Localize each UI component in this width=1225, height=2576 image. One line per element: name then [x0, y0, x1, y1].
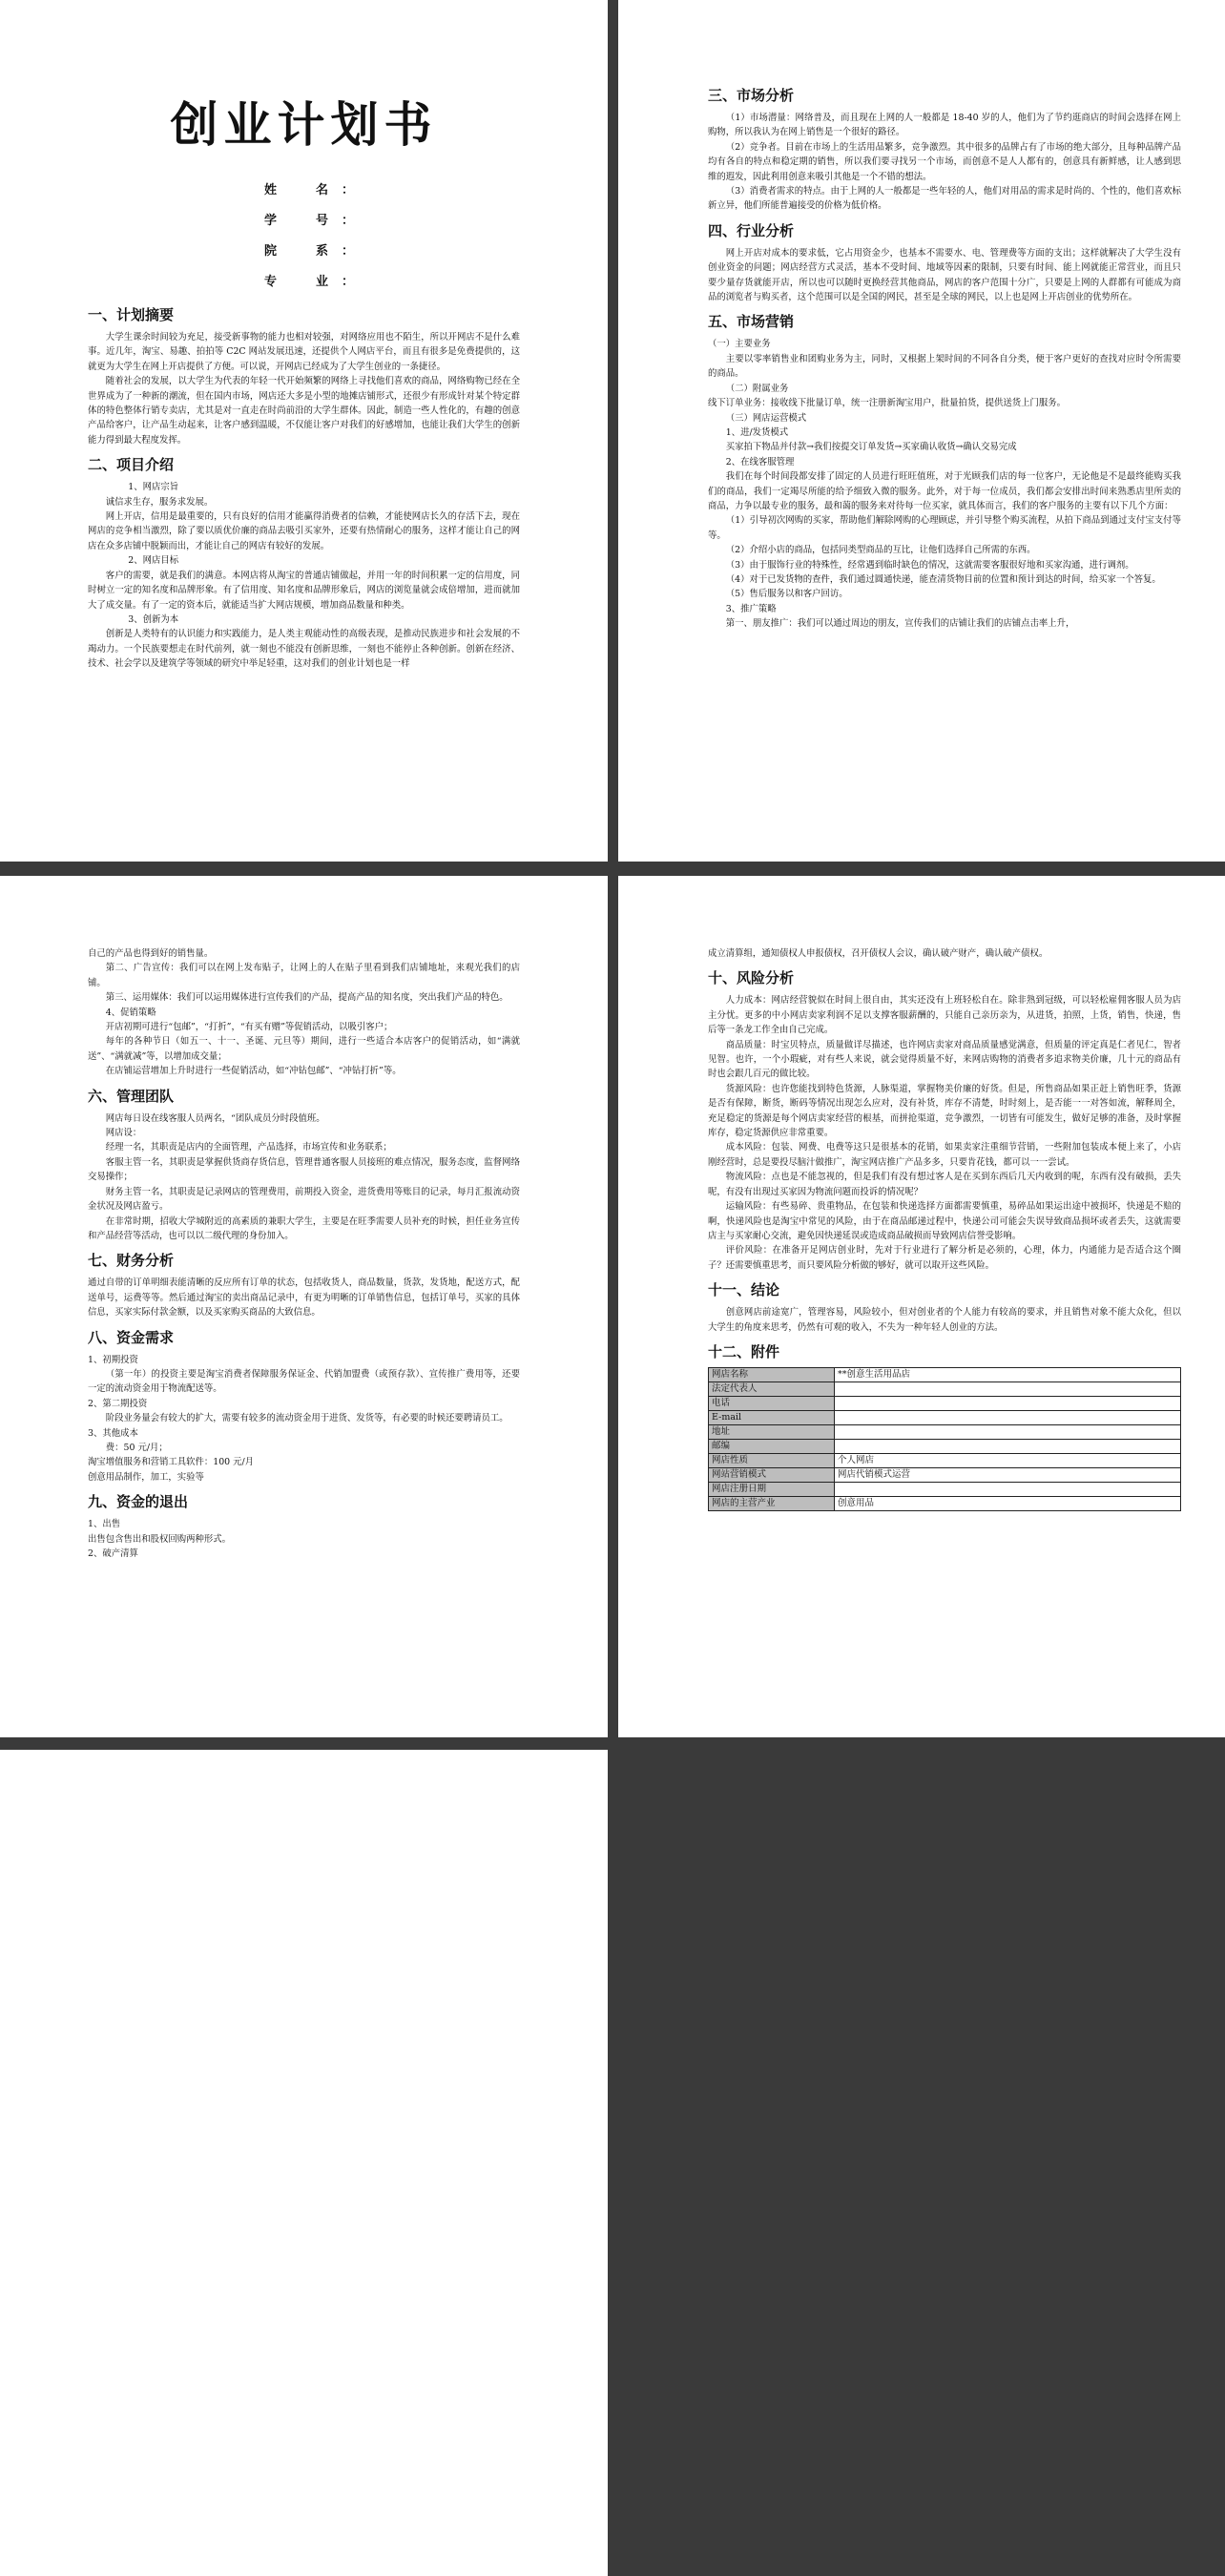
paragraph: 4、促销策略: [105, 1007, 156, 1018]
paragraph: 第三、运用媒体：我们可以运用媒体进行宣传我们的产品，提高产品的知名度，突出我们产品的特色。: [105, 992, 509, 1004]
paragraph: 客户的需要，就是我们的满意。本网店将从淘宝的普通店铺做起，并用一年的时间积累一定的信用度，同时树立一定的知名度和品牌形象。有了信用度、知名度和品牌形象后，网店的浏览量就会成倍增加，进而就加大了成交量。有了一定的资本后，就能适当扩大网店规模，增加商品数量和种类。: [88, 570, 520, 611]
table-row: [709, 1381, 1181, 1396]
paragraph: 创新是人类特有的认识能力和实践能力，是人类主观能动性的高级表现，是推动民族进步和社会发展的不竭动力。一个民族要想走在时代前列，就一刻也不能没有创新思维，一刻也不能停止各种创新。创新在经济、技术、社会学以及建筑学等领域的研究中举足轻重，这对我们的创业计划也是一样: [88, 629, 520, 670]
paragraph: 买家拍下物品并付款→我们按提交订单发货→买家确认收货→确认交易完成: [725, 442, 1017, 453]
table-key-cell: 邮编: [709, 1439, 835, 1453]
section-heading: 四、行业分析: [708, 221, 795, 239]
paragraph: 诚信求生存，服务求发展。: [105, 496, 214, 508]
paragraph: 1、初期投资: [88, 1354, 138, 1365]
paragraph: 运输风险：有些易碎、贵重物品，在包装和快递选择方面都需要慎重，易碎品如果运出途中被损坏，快递是不赔的啊，快递风险也是淘宝中常见的风险，由于在商品邮递过程中，快递公司可能会失误导致商品损坏或者丢失，这就需要店主与买家耐心交流，避免因快递延误或造成商品破损而导致网店信誉受影响。: [708, 1201, 1181, 1241]
paragraph: （三）网店运营模式: [725, 412, 807, 424]
paragraph: 在店铺运营增加上升时进行一些促销活动，如“冲钻包邮”、“冲钻打折”等。: [105, 1066, 402, 1077]
table-row: [709, 1367, 1181, 1381]
table-value-cell: 个人网店: [835, 1453, 1181, 1467]
paragraph: 创意用品制作，加工，实验等: [88, 1471, 204, 1483]
page-3-intro: [88, 946, 520, 1079]
section-heading: 十二、附件: [708, 1342, 780, 1361]
page-4-body: [708, 968, 1181, 1361]
table-row: [709, 1453, 1181, 1467]
attachment-table: [708, 1367, 1181, 1511]
paragraph: （4）对于已发货物的查件，我们通过圆通快递，能查清货物目前的位置和预计到达的时间，给买家一个答复。: [725, 573, 1161, 585]
paragraph: 第一、朋友推广：我们可以通过周边的朋友，宣传我们的店铺让我们的店铺点击率上升，: [725, 618, 1075, 630]
table-key-cell: 网店注册日期: [709, 1482, 835, 1496]
paragraph: 2、网店目标: [128, 555, 179, 567]
paragraph: 第二、广告宣传：我们可以在网上发布贴子，让网上的人在贴子里看到我们店铺地址，来观光我们的店铺。: [88, 963, 520, 988]
cover-field-student-id: 学 号：: [264, 214, 368, 228]
table-value-cell: [835, 1381, 1181, 1396]
table-row: [709, 1410, 1181, 1424]
page-1-body: [88, 305, 520, 672]
table-row: [709, 1424, 1181, 1439]
paragraph: 我们在每个时间段都安排了固定的人员进行旺旺值班，对于光顾我们店的每一位客户，无论他是不是最终能购买我们的商品，我们一定竭尽所能的给予细致入微的服务。此外，对于每一位成员，我们都会安排出时间来熟悉店里所卖的商品，力争以最专业的服务，最和蔼的服务来对待每一位买家，就具体而言，我们的客户服务的主要有以下几个方面：: [708, 471, 1181, 511]
paragraph: 物流风险：点也是不能忽视的，但是我们有没有想过客人是在买到东西后几天内收到的呢，东西有没有破损，丢失呢，有没有出现过买家因为物流问题而投诉的情况呢？: [708, 1172, 1181, 1197]
paragraph: 商品质量：时宝贝特点，质量做详尽描述，也许网店卖家对商品质量感觉满意，但质量的评定真是仁者见仁，智者见智。也许，一个小瑕疵，对有些人来说，就会觉得质量不好，来网店购物的消费者多追求物美价廉，几十元的商品有时也会跟几百元的做比较。: [708, 1039, 1181, 1080]
page-1: [0, 0, 608, 862]
paragraph: 通过自带的订单明细表能清晰的反应所有订单的状态，包括收货人，商品数量，货款，发货地，配送方式，配送单号，运费等等。然后通过淘宝的卖出商品记录中，有更为明晰的订单销售信息，包括订单号，买家的具体信息，买家实际付款金额，以及买家购买商品的大致信息。: [88, 1278, 520, 1319]
paragraph: 淘宝增值服务和营销工具软件：100 元/月: [88, 1457, 255, 1468]
paragraph: 网店设：: [105, 1128, 142, 1139]
table-value-cell: [835, 1424, 1181, 1439]
paragraph: 在非常时期，招收大学城附近的高素质的兼职大学生，主要是在旺季需要人员补充的时候，担任业务宣传和产品经营等活动，也可以以二级代理的身份加入。: [88, 1215, 520, 1241]
paragraph: （第一年）的投资主要是淘宝消费者保障服务保证金、代销加盟费（或预存款）、宣传推广费用等，还要一定的流动资金用于物流配送等。: [88, 1368, 520, 1395]
section-heading: 二、项目介绍: [88, 456, 175, 474]
paragraph: 网上开店，信用是最重要的，只有良好的信用才能赢得消费者的信赖，才能使网店长久的存活下去，现在网店的竞争相当激烈，除了要以质优价廉的商品去吸引买家外，还要有热情耐心的服务，这样才能让自己的网店在众多店铺中脱颖而出，才能让自己的网店有较好的发展。: [88, 511, 520, 551]
paragraph: （1）引导初次网购的买家，帮助他们解除网购的心理顾虑，并引导整个购买流程，从拍下商品到通过支付宝支付等等。: [708, 515, 1181, 541]
paragraph: 2、在线客服管理: [725, 456, 795, 467]
page-4: [618, 876, 1225, 1737]
page-4-intro: [708, 946, 1181, 961]
cover-field-major: 专 业：: [264, 275, 368, 289]
paragraph: （一）主要业务: [708, 339, 771, 350]
table-value-cell: 网店代销模式运营: [835, 1467, 1181, 1482]
paragraph: 大学生课余时间较为充足，接受新事物的能力也相对较强，对网络应用也不陌生，所以开网店不是什么难事。近几年，淘宝、易趣、拍拍等 C2C 网站发展迅速，还提供个人网店平台，而且有很多是免费提供的，这就更为大学生在网上开店提供了方便。可以说，开网店已经成为了大学生创业的一条捷径。: [88, 332, 520, 372]
paragraph: （1）市场潜量：网络普及，而且现在上网的人一般都是 18-40 岁的人，他们为了节约逛商店的时间会选择在网上购物，所以我认为在网上销售是一个很好的路径。: [708, 113, 1181, 138]
paragraph: （3）消费者需求的特点。由于上网的人一般都是一些年轻的人，他们对用品的需求是时尚的、个性的，他们喜欢标新立异，他们所能普遍接受的价格为低价格。: [708, 186, 1181, 212]
table-key-cell: 地址: [709, 1424, 835, 1439]
paragraph: 财务主管一名，其职责是记录网店的管理费用，前期投入资金，进货费用等账目的记录，每月汇报流动资金状况及网店盈亏。: [88, 1186, 520, 1213]
section-heading: 十、风险分析: [708, 969, 795, 987]
paragraph: 1、网店宗旨: [128, 482, 179, 493]
paragraph: （二）附属业务: [725, 383, 789, 394]
table-row: [709, 1496, 1181, 1510]
cover-field-name: 姓 名：: [264, 183, 368, 197]
page-3-body: [88, 1087, 520, 1562]
paragraph: 人力成本：网店经营貌似在时间上很自由，其实还没有上班轻松自在。除非熟到冠级，可以轻松雇佣客服人员为店主分忧。更多的中小网店卖家利润不足以支撑客服薪酬的，只能自己亲历亲为，从进货，拍照，上货，销售，快递，售后等一条龙工作全由自己完成。: [708, 995, 1181, 1036]
paragraph: 货源风险：也许您能找到特色货源，人脉渠道，掌握物美价廉的好货。但是，所售商品如果正赶上销售旺季，货源是否有保障，断货，断码等情况出现怎么应对，没有补货，库存不清楚，时时刻上，是否能一一对答如流，解释周全，充足稳定的货源是每个网店卖家经营的根基，而拼抢渠道，竞争激烈，一切皆有可能发生，做好足够的准备，及时掌握库存，稳定货源供应非常重要。: [708, 1083, 1181, 1139]
table-key-cell: 电话: [709, 1396, 835, 1410]
cover-fields: [88, 176, 520, 298]
table-key-cell: 网站营销模式: [709, 1467, 835, 1482]
paragraph: 3、推广策略: [725, 603, 777, 614]
page-2-body: [708, 86, 1181, 632]
section-heading: 九、资金的退出: [88, 1493, 189, 1511]
paragraph: 成本风险：包装、网费、电费等这只是很基本的花销，如果卖家注重细节营销，一些附加包装成本便上来了，小店刚经营时，总是要投尽脑汁做推广，淘宝网店推广产品多多，只要肯花钱，都可以一一尝试。: [708, 1142, 1181, 1168]
table-key-cell: E-mail: [709, 1410, 835, 1424]
section-heading: 七、财务分析: [88, 1252, 175, 1270]
paragraph: 随着社会的发展，以大学生为代表的年轻一代开始频繁的网络上寻找他们喜欢的商品，网络购物已经在全世界成为了一种新的潮流，但在国内市场，网店还大多是小型的地摊店铺形式，还很少有形成针对某个特定群体的特色整体行销专卖店，尤其是对一直走在时尚前沿的大学生群体。因此，制造一些人性化的，有趣的创意产品给客户，让产品生动起来，让客户感到温暖，不仅能让客户对我们的好感增加，也能让我们大学生的创新能力得到最大程度发挥。: [88, 376, 520, 446]
section-heading: 三、市场分析: [708, 87, 795, 104]
paragraph: 3、其他成本: [88, 1427, 138, 1439]
paragraph: （3）由于服饰行业的特殊性，经常遇到临时缺色的情况，这就需要客服很好地和买家沟通，进行调剂。: [725, 559, 1134, 571]
section-heading: 一、计划摘要: [88, 306, 175, 323]
paragraph: 客服主管一名，其职责是掌握供货商存货信息，管理普通客服人员接班的难点情况，服务态度，监督网络交易操作；: [88, 1156, 520, 1183]
table-value-cell: [835, 1396, 1181, 1410]
table-value-cell: **创意生活用品店: [835, 1367, 1181, 1381]
page-5-blank: [0, 1750, 608, 2576]
page-3: [0, 876, 608, 1737]
page-2: [618, 0, 1225, 862]
table-value-cell: [835, 1410, 1181, 1424]
paragraph: 2、第二期投资: [88, 1398, 148, 1409]
paragraph: 出售包含售出和股权回购两种形式。: [88, 1533, 232, 1545]
paragraph: 阶段业务量会有较大的扩大，需要有较多的流动资金用于进货、发货等，有必要的时候还要聘请员工。: [105, 1413, 509, 1424]
table-key-cell: 网店性质: [709, 1453, 835, 1467]
table-row: [709, 1467, 1181, 1482]
cover-field-department: 院 系：: [264, 244, 368, 259]
paragraph: 主要以零率销售业和团购业务为主，同时，又根据上架时间的不同各自分类，便于客户更好的查找对应时令所需要的商品。: [708, 353, 1181, 380]
paragraph: 线下订单业务：接收线下批量订单，统一注册新淘宝用户，批量拍货，提供送货上门服务。: [708, 398, 1067, 409]
table-row: [709, 1482, 1181, 1496]
paragraph: （2）介绍小店的商品，包括同类型商品的互比，让他们选择自己所需的东西。: [725, 545, 1036, 556]
section-heading: 八、资金需求: [88, 1328, 175, 1346]
table-value-cell: [835, 1439, 1181, 1453]
paragraph: 费：50 元/月；: [105, 1442, 168, 1453]
paragraph: 2、破产清算: [88, 1548, 138, 1559]
paragraph: 1、出售: [88, 1519, 121, 1530]
table-key-cell: 网店的主营产业: [709, 1496, 835, 1510]
paragraph: 1、进/发货模式: [725, 426, 789, 438]
paragraph: （2）竞争者。目前在市场上的生活用品繁多，竞争激烈。其中很多的品牌占有了市场的绝大部分，且每种品牌产品均有各自的特点和稳定期的销售，所以我们要寻找另一个市场，而创意不是人人都有的，创意具有新鲜感，让人感到思维的遐发，因此利用创意来吸引其他是一个不错的想法。: [708, 141, 1181, 182]
paragraph: 经理一名，其职责是店内的全面管理，产品选择，市场宣传和业务联系；: [105, 1142, 392, 1153]
paragraph: 开店初期可进行“包邮”，“打折”，“有买有赠”等促销活动，以吸引客户；: [105, 1022, 393, 1033]
table-value-cell: [835, 1482, 1181, 1496]
paragraph: 创意网店前途宽广，管理容易，风险较小，但对创业者的个人能力有较高的要求，并且销售对象不能大众化，但以大学生的角度来思考，仍然有可观的收入，不失为一种年轻人创业的方法。: [708, 1307, 1181, 1333]
section-heading: 十一、结论: [708, 1281, 780, 1299]
paragraph: （5）售后服务以和客户回访。: [725, 589, 848, 600]
section-heading: 五、市场营销: [708, 313, 795, 331]
section-heading: 六、管理团队: [88, 1087, 175, 1105]
paragraph: 评价风险：在准备开足网店创业时，先对于行业进行了解分析是必须的，心理，体力，内通能力是否适合这个圈子？还需要慎重思考，而只要风险分析做的够好，就可以取开这些风险。: [708, 1245, 1181, 1271]
paragraph: 每年的各种节日（如五一、十一、圣诞、元旦等）期间，进行一些适合本店客户的促销活动，如“满就送”、“满就减”等，以增加成交量；: [88, 1036, 520, 1062]
paragraph: 自己的产品也得到好的销售量。: [88, 948, 214, 959]
table-key-cell: 法定代表人: [709, 1381, 835, 1396]
table-row: [709, 1439, 1181, 1453]
paragraph: 3、创新为本: [128, 613, 179, 625]
paragraph: 成立清算组，通知债权人申报债权，召开债权人会议，确认破产财产，确认破产债权。: [708, 948, 1049, 959]
document-title: 创业计划书: [170, 97, 438, 153]
paragraph: 网店每日设在线客服人员两名，“团队成员分时段值班。: [105, 1112, 325, 1124]
table-key-cell: 网店名称: [709, 1367, 835, 1381]
table-row: [709, 1396, 1181, 1410]
paragraph: 网上开店对成本的要求低，它占用资金少，也基本不需要水、电、管理费等方面的支出；这样就解决了大学生没有创业资金的问题；网店经营方式灵活，基本不受时间、地域等因素的限制，只要有时间、能上网就能正常营业，而且只要少量存货就能开店，所以也可以随时更换经营其他商品，网店的客户范围十分广，只要是上网的人群都有可能成为商品的浏览者与购买者，这个范围可以是全国的网民，甚至是全球的网民，以上也是网上开店创业的优势所在。: [708, 247, 1181, 303]
table-value-cell: 创意用品: [835, 1496, 1181, 1510]
